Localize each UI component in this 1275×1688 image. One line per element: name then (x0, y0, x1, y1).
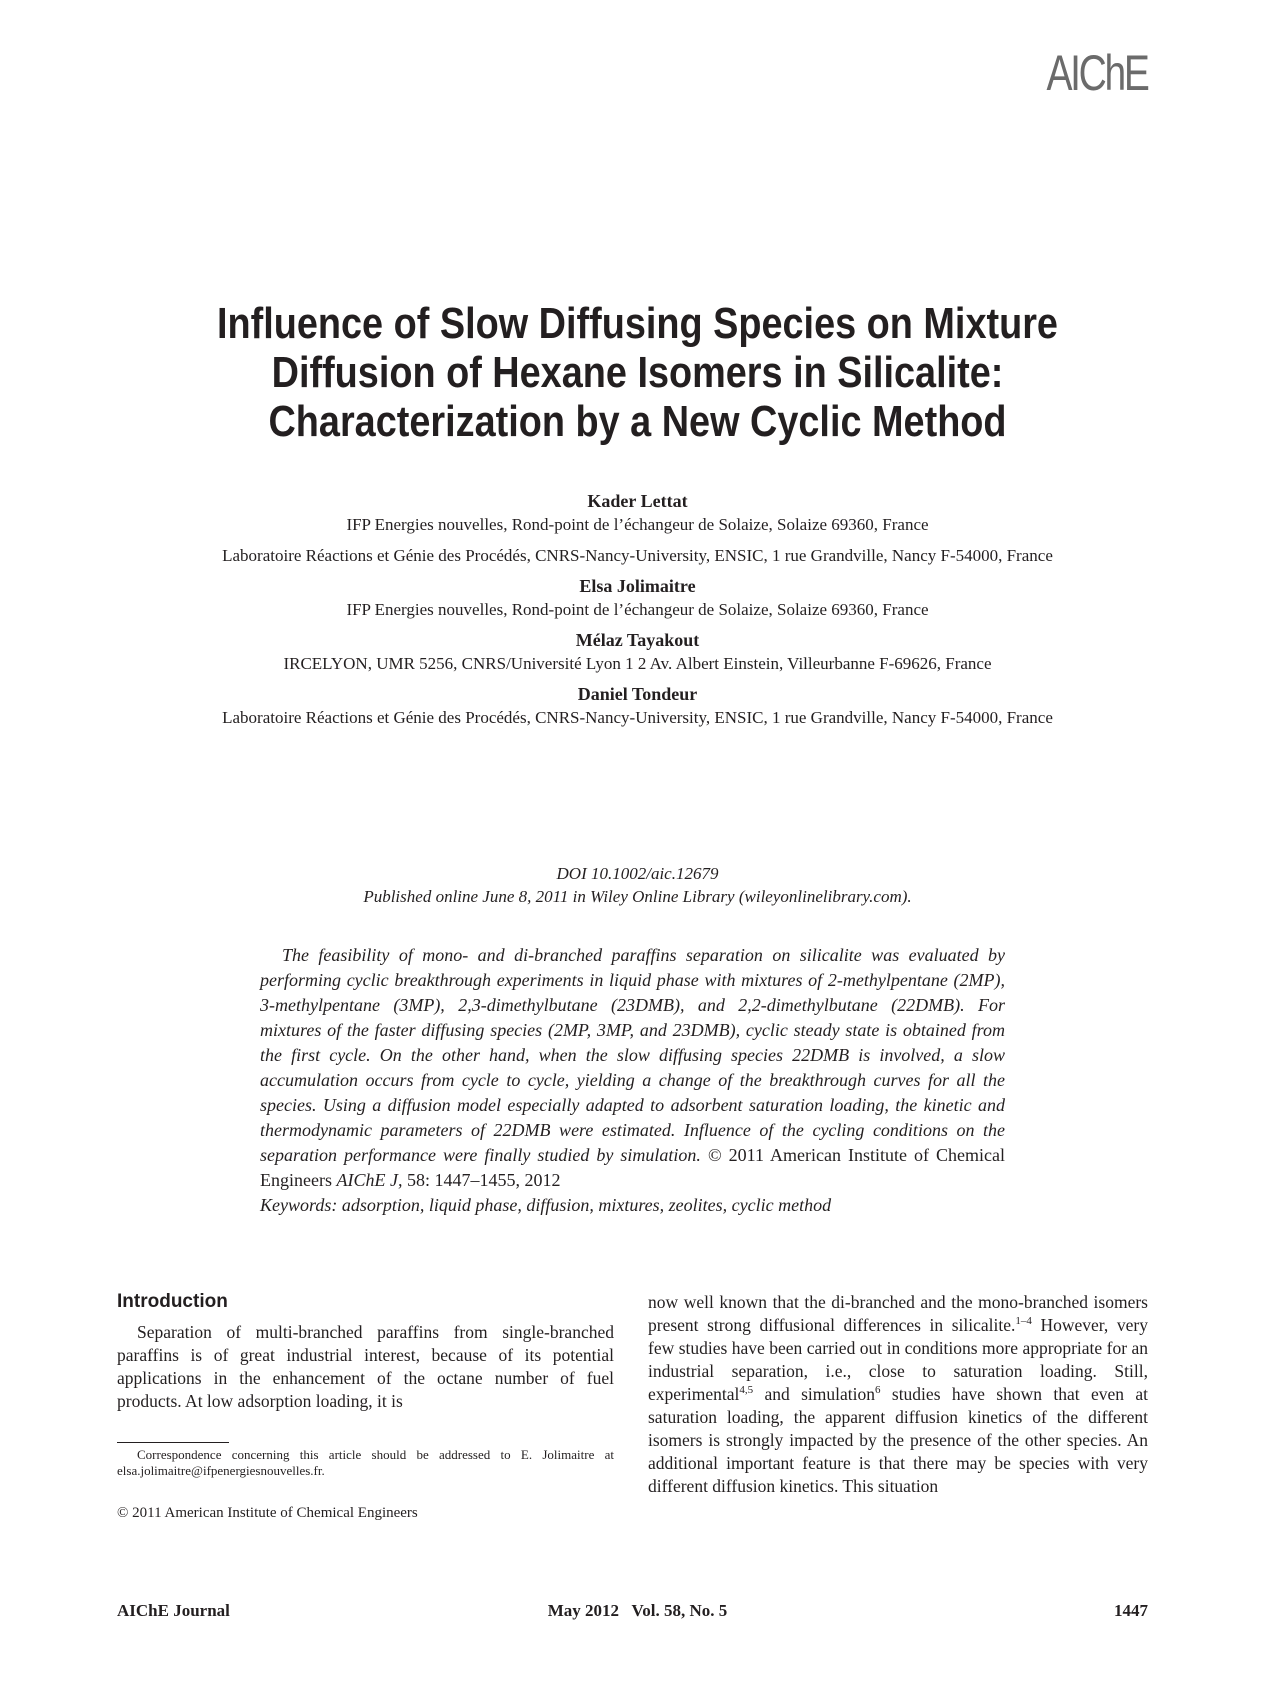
title-line-3: Characterization by a New Cyclic Method (268, 397, 1007, 446)
title-line-1: Influence of Slow Diffusing Species on Mixture (217, 299, 1058, 348)
section-heading: Introduction (117, 1291, 228, 1312)
copyright-notice: © 2011 American Institute of Chemical Engineers (117, 1505, 418, 1521)
author-affiliation: Laboratoire Réactions et Génie des Procédés, CNRS-Nancy-University, ENSIC, 1 rue Grandville, Nancy F-54000, France (222, 708, 1053, 727)
citation-ref[interactable]: 6 (875, 1384, 881, 1396)
abstract-journal: AIChE J, (336, 1170, 403, 1190)
abstract-text: The feasibility of mono- and di-branched paraffins separation on silicalite was evaluated by performing cyclic breakthrough experiments in liquid phase with mixtures of 2-methylpentane (2MP), 3-methylpentane (3MP), 2,3-dimethylbutane (23DMB), and 2,2-dimethylbutane (22DMB). For mixtures of the faster diffusing species (2MP, 3MP, and 23DMB), cyclic steady state is obtained from the first cycle. On the other hand, when the slow diffusing species 22DMB is involved, a slow accumulation occurs from cycle to cycle, yielding a change of the breakthrough curves for all the species. Using a diffusion model especially adapted to adsorbent saturation loading, the kinetic and thermodynamic parameters of 22DMB were estimated. Influence of the cycling conditions on the separation performance were finally studied by simulation. (260, 945, 1005, 1165)
footer-page-number: 1447 (1114, 1601, 1148, 1620)
author-name: Daniel Tondeur (577, 684, 698, 704)
citation-ref[interactable]: 1–4 (1015, 1315, 1032, 1327)
abstract-copyright: © 2011 American Institute of Chemical Engineers (260, 1145, 1005, 1190)
published-online: Published online June 8, 2011 in Wiley Online Library (wileyonlinelibrary.com). (363, 887, 912, 906)
footnote-rule (117, 1442, 229, 1443)
author-list (150, 490, 1125, 729)
author-name: Kader Lettat (587, 491, 688, 511)
citation-ref[interactable]: 4,5 (739, 1384, 754, 1396)
correspondence-footnote: Correspondence concerning this article should be addressed to E. Jolimaitre at elsa.jolimaitre@ifpenergiesnouvelles.fr. (117, 1447, 614, 1478)
keywords: Keywords: adsorption, liquid phase, diffusion, mixtures, zeolites, cyclic method (260, 1195, 832, 1215)
title-line-2: Diffusion of Hexane Isomers in Silicalite: (271, 348, 1004, 397)
intro-paragraph-continued: now well known that the di-branched and the mono-branched isomers present strong diffusional differences in silicalite.$^{1-4}$ However, very few studies have been carried out in conditions more appropriate for an industrial separation, i.e., close to saturation loading. Still, experimental$^{4,5}$ and simulation$^6$ studies have shown that even at saturation loading, the apparent diffusion kinetics of the different isomers is strongly impacted by the presence of the other species. An additional important feature is that there may be species with very different diffusion kinetics. This situation (648, 1292, 1148, 1496)
intro-paragraph: Separation of multi-branched paraffins from single-branched paraffins is of great industrial interest, because of its potential applications in the enhancement of the octane number of fuel products. At low adsorption loading, it is (117, 1322, 614, 1411)
author-affiliation: Laboratoire Réactions et Génie des Procédés, CNRS-Nancy-University, ENSIC, 1 rue Grandville, Nancy F-54000, France (222, 546, 1053, 565)
author-name: Elsa Jolimaitre (579, 576, 696, 596)
footer-issue: May 2012 Vol. 58, No. 5 (547, 1601, 728, 1620)
journal-logo: AIChE (1046, 45, 1148, 101)
author-name: Mélaz Tayakout (575, 630, 700, 650)
author-affiliation: IFP Energies nouvelles, Rond-point de l’échangeur de Solaize, Solaize 69360, France (346, 600, 929, 619)
body-column-left (117, 1290, 614, 1413)
author-affiliation: IRCELYON, UMR 5256, CNRS/Université Lyon 1 2 Av. Albert Einstein, Villeurbanne F-69626, France (283, 654, 992, 673)
abstract-citation: 58: 1447–1455, 2012 (406, 1170, 561, 1190)
paper-title (0, 299, 1275, 446)
abstract (260, 943, 1005, 1218)
publication-info (0, 862, 1275, 908)
doi[interactable]: DOI 10.1002/aic.12679 (556, 864, 719, 883)
body-column-right (648, 1291, 1148, 1498)
author-affiliation: IFP Energies nouvelles, Rond-point de l’échangeur de Solaize, Solaize 69360, France (346, 515, 929, 534)
footer-journal: AIChE Journal (117, 1601, 230, 1620)
